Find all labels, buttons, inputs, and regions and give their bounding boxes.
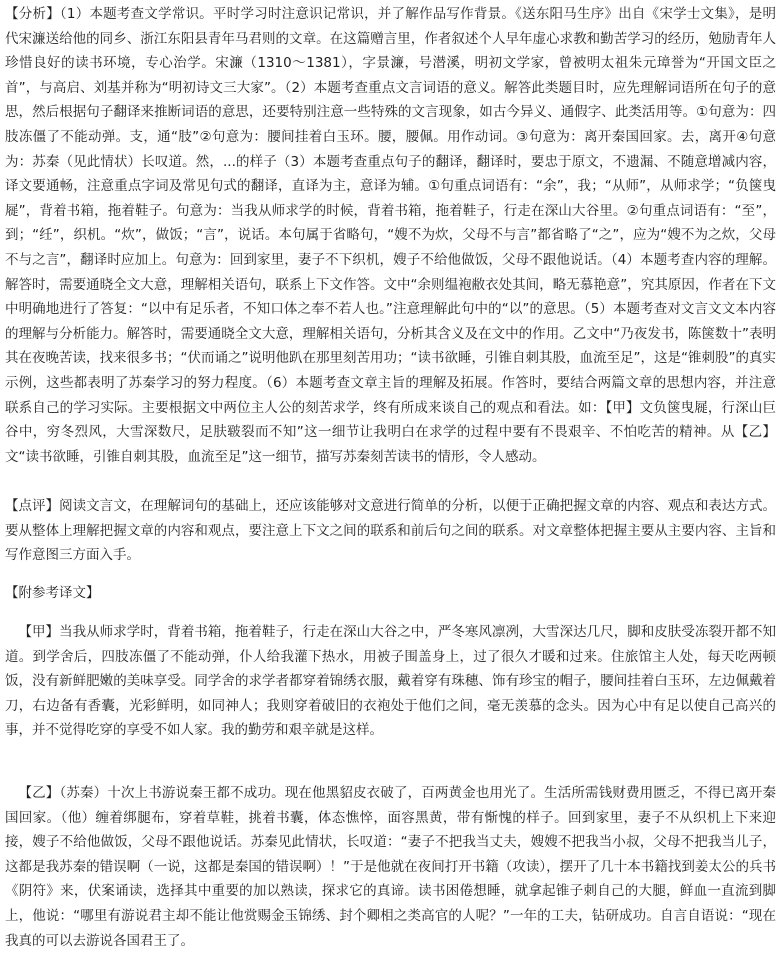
- reference-translation-heading: 【附参考译文】: [5, 585, 100, 601]
- comment-paragraph: 【点评】阅读文言文，在理解词句的基础上，还应该能够对文意进行简单的分析，以便于正确把握文章的内容、观点和表达方式。要从整体上理解把握文章的内容和观点，要注意上下文之间的联系和前后句之间的联系。对文章整体把握主要从主要内容、主旨和写作意图三方面入手。: [5, 498, 776, 564]
- analysis-paragraph: 【分析】（1）本题考查文学常识。平时学习时注意识记常识，并了解作品写作背景。《送东阳马生序》出自《宋学士文集》，是明代宋濂送给他的同乡、浙江东阳县青年马君则的文章。在这篇赠言里，作者叙述个人早年虚心求教和勤苦学习的经历，勉励青年人珍惜良好的读书环境，专心治学。宋濂（1310～1381），字景濂，号潜溪，明初文学家，曾被明太祖朱元璋誉为“开国文臣之首”，与高启、刘基并称为“明初诗文三大家”。（2）本题考查重点文言词语的意义。解答此类题目时，应先理解词语所在句子的意思，然后根据句子翻译来推断词语的意思，还要特别注意一些特殊的文言现象，如古今异义、通假字、此类活用等。①句意为：四肢冻僵了不能动弹。支，通“肢”②句意为：腰间挂着白玉环。腰，腰佩。用作动词。③句意为：离开秦国回家。去，离开④句意为：苏秦（见此情状）长叹道。然，...的样子（3）本题考查重点句子的翻译，翻译时，要忠于原文，不遗漏、不随意增减内容，译文要通畅，注意重点字词及常见句式的翻译，直译为主，意译为辅。①句重点词语有：“余”，我；“从师”，从师求学；“负箧曳屣”，背着书箱，拖着鞋子。句意为：当我从师求学的时候，背着书箱，拖着鞋子，行走在深山大谷里。②句重点词语有：“至”，到；“纴”，织机。“炊”，做饭；“言”，说话。本句属于省略句，“嫂不为炊，父母不与言”都省略了“之”，应为“嫂不为之炊，父母不与之言”，翻译时应加上。句意为：回到家里，妻子不下织机，嫂子不给他做饭，父母不跟他说话。（4）本题考查内容的理解。解答时，需要通晓全文大意，理解相关语句，联系上下文作答。文中“余则缊袍敝衣处其间，略无慕艳意”，究其原因，作者在下文中明确地进行了答复：“以中有足乐者，不知口体之奉不若人也。”注意理解此句中的“以”的意思。（5）本题考查对文言文文本内容的理解与分析能力。解答时，需要通晓全文大意，理解相关语句，分析其含义及在文中的作用。乙文中“乃夜发书，陈箧数十”表明其在夜晚苦读，找来很多书；“伏而诵之”说明他趴在那里刻苦用功；“读书欲睡，引锥自刺其股，血流至足”，这是“锥刺股”的真实示例，这些都表明了苏秦学习的努力程度。（6）本题考查文章主旨的理解及拓展。作答时，要结合两篇文章的思想内容，并注意联系自己的学习实际。主要根据文中两位主人公的刻苦求学，终有所成来谈自己的观点和看法。如：【甲】文负箧曳屣，行深山巨谷中，穷冬烈风，大雪深数尺，足肤皲裂而不知”这一细节让我明白在求学的过程中要有不畏艰辛、不怕吃苦的精神。从【乙】文“读书欲睡，引锥自刺其股，血流至足”这一细节，描写苏秦刻苦读书的情形，令人感动。: [5, 6, 776, 465]
- translation-jia-paragraph: 【甲】当我从师求学时，背着书箱，拖着鞋子，行走在深山大谷之中，严冬寒风凛冽，大雪深达几尺，脚和皮肤受冻裂开都不知道。到学舍后，四肢冻僵了不能动弹，仆人给我灌下热水，用被子围盖身上，过了很久才暖和过来。住旅馆主人处，每天吃两顿饭，没有新鲜肥嫩的美味享受。同学舍的求学者都穿着锦绣衣服，戴着穿有珠穗、饰有珍宝的帽子，腰间挂着白玉环，左边佩戴着刀，右边备有香囊，光彩鲜明，如同神人；我则穿着破旧的衣袍处于他们之间，毫无羡慕的念头。因为心中有足以使自己高兴的事，并不觉得吃穿的享受不如人家。我的勤劳和艰辛就是这样。: [5, 624, 776, 739]
- translation-yi-paragraph: 【乙】（苏秦）十次上书游说秦王都不成功。现在他黑貂皮衣破了，百两黄金也用光了。生活所需钱财费用匮乏，不得已离开秦国回家。（他）缠着绑腿布，穿着草鞋，挑着书囊，体态憔悴，面容黑黄，带有惭愧的样子。回到家里，妻子不从织机上下来迎接，嫂子不给他做饭，父母不跟他说话。苏秦见此情状，长叹道：“妻子不把我当丈夫，嫂嫂不把我当小叔，父母不把我当儿子，这都是我苏秦的错误啊（一说，这都是秦国的错误啊）！”于是他就在夜间打开书籍（攻读），摆开了几十本书籍找到姜太公的兵书《阴符》来，伏案诵读，选择其中重要的加以熟读，探求它的真谛。读书困倦想睡，就拿起锥子刺自己的大腿，鲜血一直流到脚上，他说：“哪里有游说君主却不能让他赏赐金玉锦绣、封个卿相之类高官的人呢？”一年的工夫，钻研成功。自言自语说：“现在我真的可以去游说各国君王了。: [5, 785, 776, 949]
